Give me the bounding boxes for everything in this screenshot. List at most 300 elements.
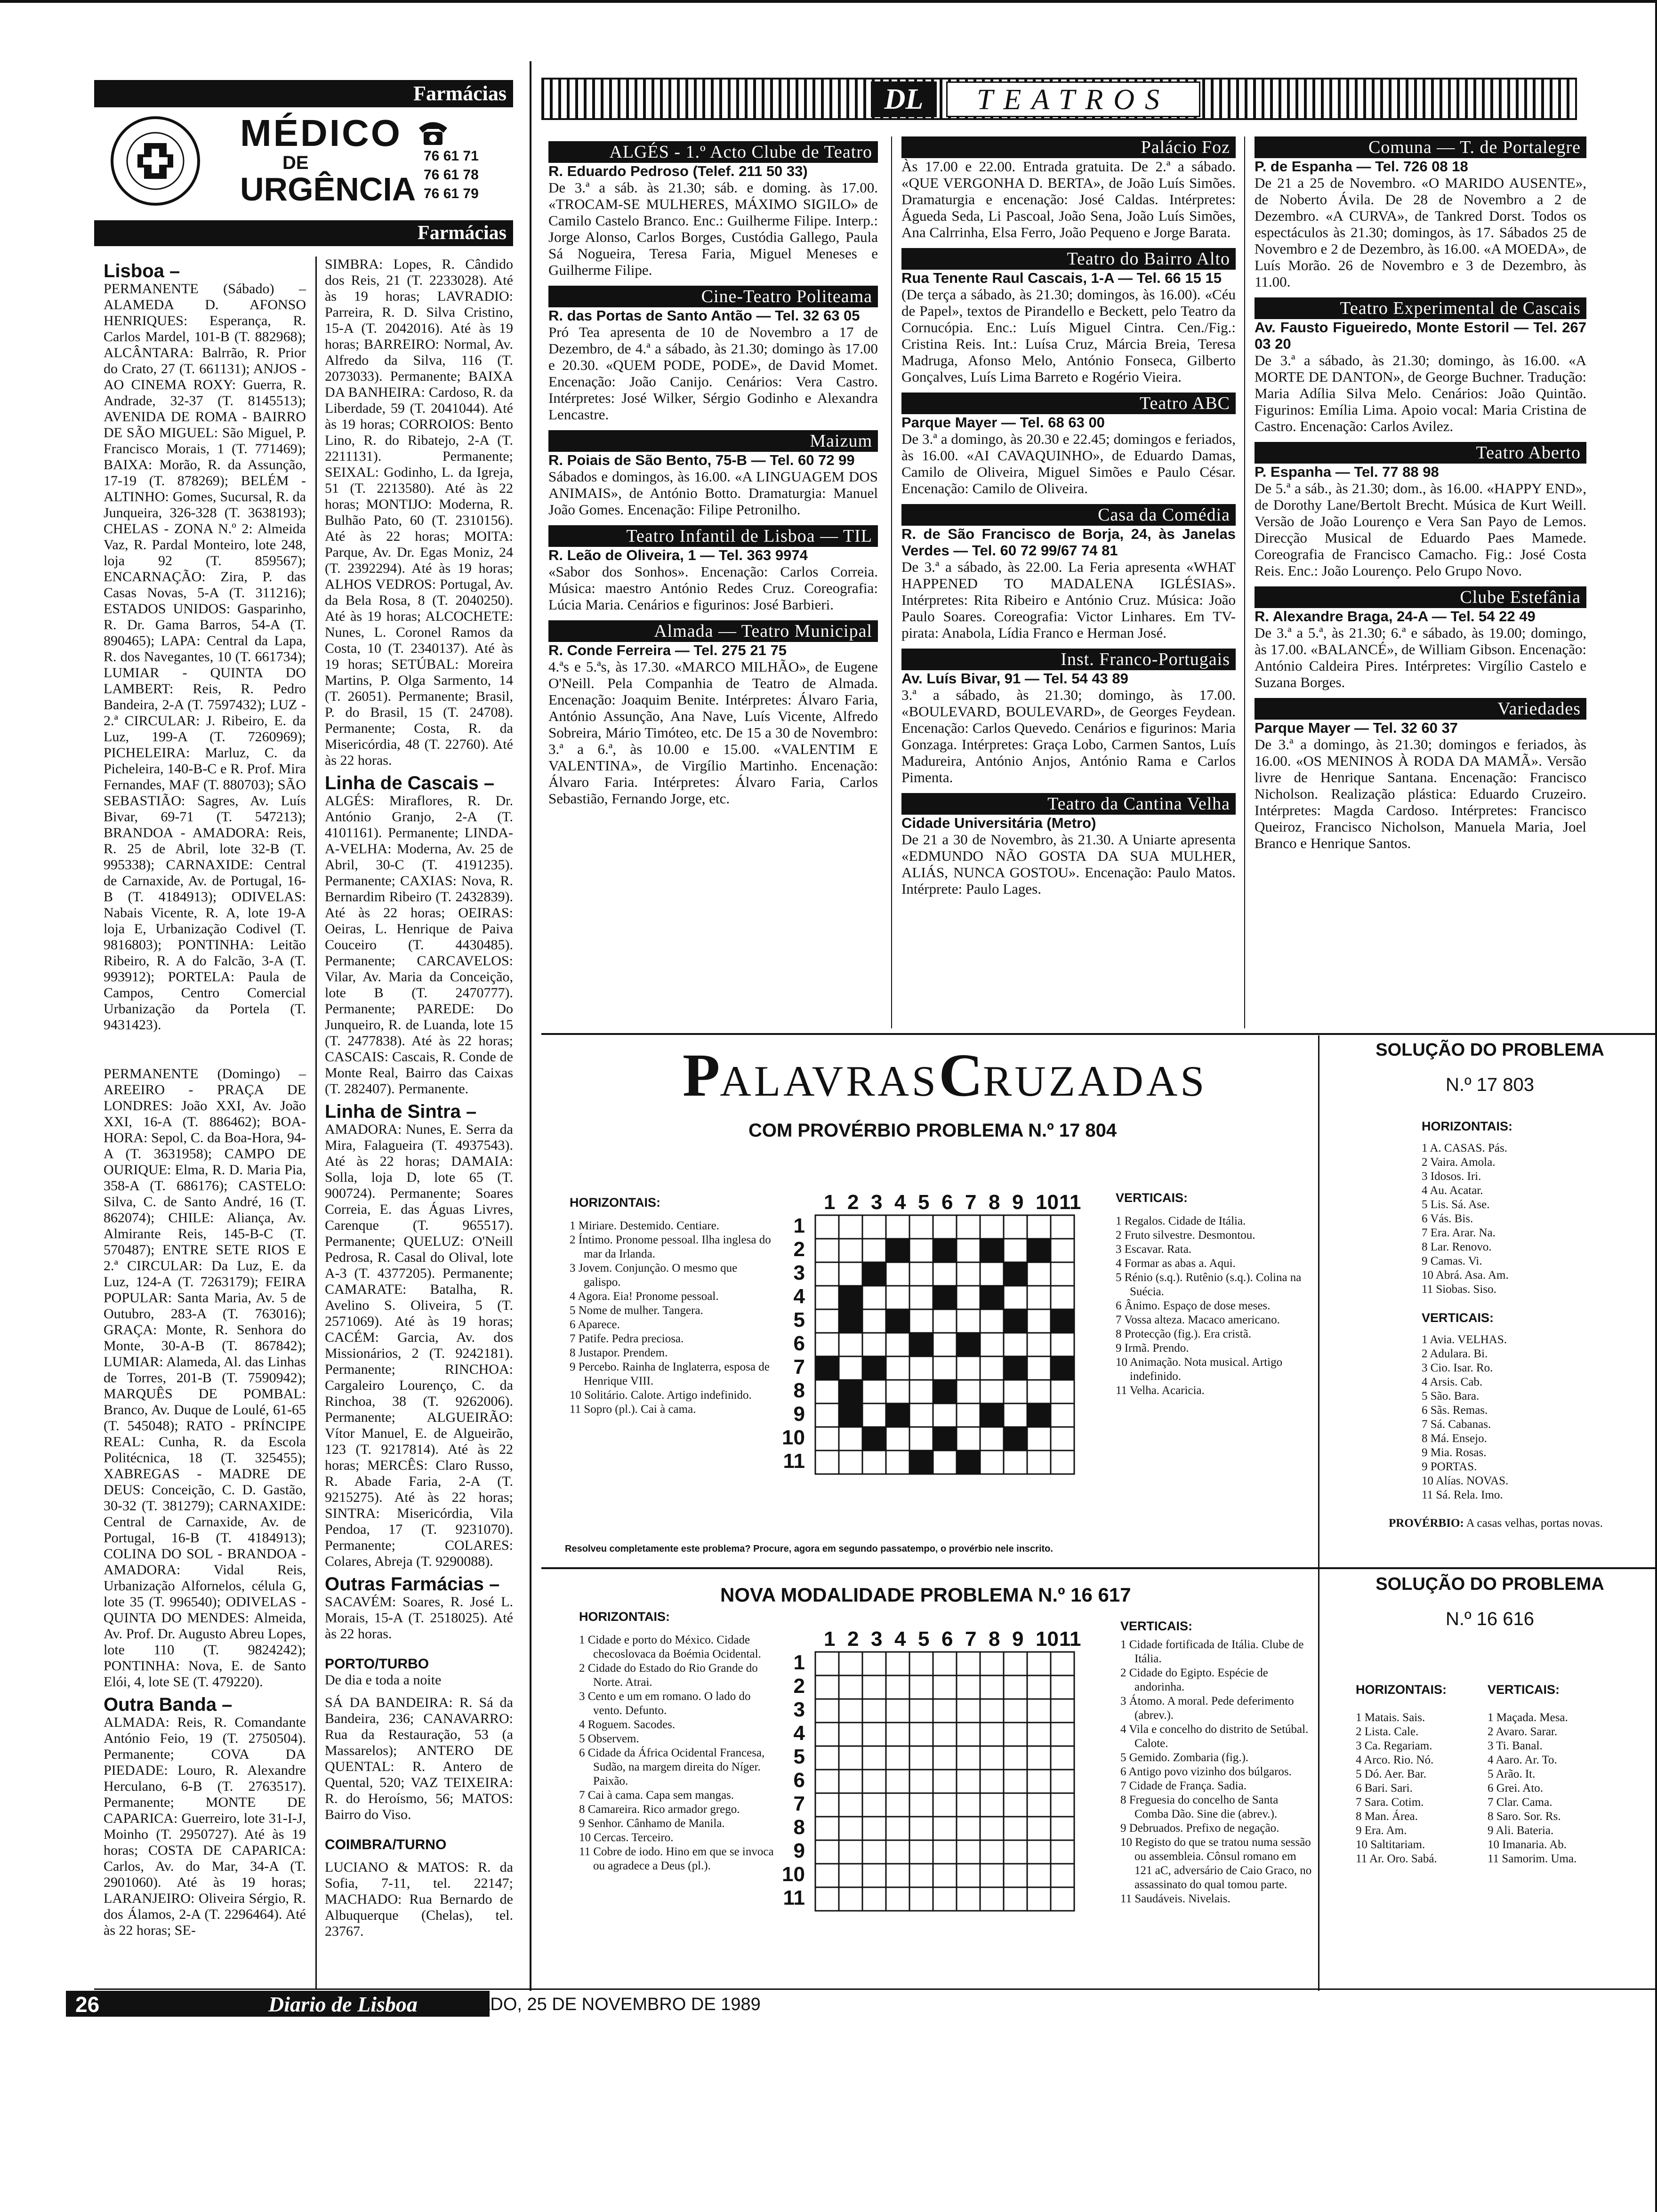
crossword1-grid[interactable] bbox=[814, 1214, 1087, 1487]
theatre-address: Av. Luís Bivar, 91 — Tel. 54 43 89 bbox=[901, 670, 1128, 687]
grid-cell[interactable] bbox=[957, 1215, 980, 1239]
black-square bbox=[957, 1451, 980, 1474]
grid-cell[interactable] bbox=[815, 1309, 839, 1333]
clue-item: 3 Jovem. Conjunção. O mesmo que galispo. bbox=[570, 1262, 738, 1289]
grid-cell[interactable] bbox=[957, 1746, 980, 1770]
grid-cell[interactable] bbox=[957, 1309, 980, 1333]
grid-cell[interactable] bbox=[886, 1770, 909, 1793]
grid-cell[interactable] bbox=[980, 1675, 1004, 1699]
solution-item: 11 Sá. Rela. Imo. bbox=[1422, 1489, 1503, 1501]
grid-cell[interactable] bbox=[886, 1864, 909, 1887]
grid-cell[interactable] bbox=[980, 1309, 1004, 1333]
grid-cell[interactable] bbox=[815, 1262, 839, 1286]
grid-cell[interactable] bbox=[909, 1887, 933, 1911]
crossword1-vert-label: VERTICAIS: bbox=[1116, 1191, 1188, 1205]
grid-cell[interactable] bbox=[933, 1723, 957, 1746]
solution-item: 8 Lar. Renovo. bbox=[1422, 1241, 1492, 1253]
grid-cell[interactable] bbox=[862, 1239, 886, 1262]
grid-cell[interactable] bbox=[886, 1356, 909, 1380]
grid-cell[interactable] bbox=[815, 1746, 839, 1770]
solution2-number: N.º 16 616 bbox=[1445, 1609, 1535, 1629]
grid-cell[interactable] bbox=[886, 1675, 909, 1699]
grid-cell[interactable] bbox=[1004, 1723, 1027, 1746]
grid-cell[interactable] bbox=[839, 1817, 862, 1840]
crossword2-grid[interactable] bbox=[814, 1651, 1087, 1924]
grid-cell[interactable] bbox=[886, 1262, 909, 1286]
grid-cell[interactable] bbox=[933, 1675, 957, 1699]
grid-cell[interactable] bbox=[1027, 1215, 1051, 1239]
grid-cell[interactable] bbox=[1027, 1746, 1051, 1770]
solution-item: 1 A. CASAS. Pás. bbox=[1422, 1142, 1507, 1154]
theatre-details: Sábados e domingos, às 16.00. «A LINGUAGEM DOS ANIMAIS», de António Botto. Dramaturgia: Manuel João Gomes. Encenação: Filipe Petronilho. bbox=[548, 468, 878, 518]
grid-cell[interactable] bbox=[1051, 1840, 1074, 1864]
setubal-list: SIMBRA: Lopes, R. Cândido dos Reis, 21 (T. 2233028). Até às 19 horas; LAVRADIO: Parreira, R. D. Silva Cristino, 15-A (T. 2042016). Até às 19 horas; BARREIRO: Normal, Av. Alfredo da Silva, 116 (T. 2073033). Permanente; BAIXA DA BANHEIRA: Cardoso, R. da Liberdade, 59 (T. 2041044). Até às 19 horas; CORROIOS: Bento Lino, R. do Ribatejo, 2-A (T. 2211131). Permanente; SEIXAL: Godinho, L. da Igreja, 51 (T. 2213580). Até às 22 horas; MONTIJO: Moderna, R. Bulhão Pato, 60 (T. 2310156). Até às 22 horas; MOITA: Parque, Av. Dr. Egas Moniz, 24 (T. 2392294). Até às 19 horas; ALHOS VEDROS: Portugal, Av. da Bela Rosa, 8 (T. 2040250). Até às 19 horas; ALCOCHETE: Nunes, L. Coronel Ramos da Costa, 10 (T. 2340137). Até às 19 horas; SETÚBAL: Moreira Martins, P. Olga Sarmento, 14 (T. 26051). Permanente; Brasil, P. do Brasil, 15 (T. 24708). Permanente; Costa, R. da Misericórdia, 48 (T. 22760). Até às 22 horas. bbox=[325, 256, 513, 768]
grid-cell[interactable] bbox=[933, 1864, 957, 1887]
grid-cell[interactable] bbox=[1027, 1817, 1051, 1840]
solution-item: 10 Imanaria. Ab. bbox=[1488, 1838, 1567, 1851]
de-label: DE bbox=[282, 152, 309, 173]
grid-cell[interactable] bbox=[1004, 1652, 1027, 1675]
grid-cell[interactable] bbox=[933, 1451, 957, 1474]
grid-cell[interactable] bbox=[909, 1215, 933, 1239]
grid-cell[interactable] bbox=[957, 1239, 980, 1262]
grid-cell[interactable] bbox=[1004, 1864, 1027, 1887]
grid-cell[interactable] bbox=[1027, 1380, 1051, 1403]
grid-cell[interactable] bbox=[980, 1215, 1004, 1239]
grid-cell[interactable] bbox=[909, 1427, 933, 1451]
solution-item: 5 São. Bara. bbox=[1422, 1390, 1480, 1403]
grid-cell[interactable] bbox=[957, 1380, 980, 1403]
grid-cell[interactable] bbox=[957, 1840, 980, 1864]
grid-cell[interactable] bbox=[815, 1699, 839, 1723]
grid-cell[interactable] bbox=[933, 1215, 957, 1239]
grid-cell[interactable] bbox=[815, 1286, 839, 1309]
grid-cell[interactable] bbox=[839, 1215, 862, 1239]
grid-cell[interactable] bbox=[933, 1817, 957, 1840]
grid-cell[interactable] bbox=[1027, 1770, 1051, 1793]
grid-cell[interactable] bbox=[1051, 1864, 1074, 1887]
grid-cell[interactable] bbox=[980, 1652, 1004, 1675]
grid-cell[interactable] bbox=[980, 1427, 1004, 1451]
grid-cell[interactable] bbox=[957, 1723, 980, 1746]
grid-cell[interactable] bbox=[1051, 1675, 1074, 1699]
grid-cell[interactable] bbox=[909, 1817, 933, 1840]
paper-name: Diario de Lisboa bbox=[268, 1992, 418, 2016]
grid-cell[interactable] bbox=[815, 1675, 839, 1699]
footer-rule bbox=[94, 1988, 1655, 1990]
grid-cell[interactable] bbox=[1051, 1817, 1074, 1840]
grid-cell[interactable] bbox=[815, 1451, 839, 1474]
theatre-listing bbox=[548, 307, 878, 423]
grid-cell[interactable] bbox=[839, 1840, 862, 1864]
grid-cell[interactable] bbox=[980, 1451, 1004, 1474]
grid-cell[interactable] bbox=[862, 1403, 886, 1427]
grid-cell[interactable] bbox=[909, 1652, 933, 1675]
black-square bbox=[933, 1286, 957, 1309]
grid-cell[interactable] bbox=[1027, 1427, 1051, 1451]
theatre-address: R. Poiais de São Bento, 75-B — Tel. 60 72 99 bbox=[548, 452, 855, 468]
grid-cell[interactable] bbox=[886, 1333, 909, 1356]
grid-cell[interactable] bbox=[1004, 1770, 1027, 1793]
grid-cell[interactable] bbox=[862, 1675, 886, 1699]
solution-item: 2 Lista. Cale. bbox=[1356, 1725, 1419, 1738]
clue-item: 5 Nome de mulher. Tangera. bbox=[570, 1304, 703, 1317]
grid-cell[interactable] bbox=[886, 1817, 909, 1840]
grid-cell[interactable] bbox=[957, 1356, 980, 1380]
grid-cell[interactable] bbox=[1004, 1451, 1027, 1474]
grid-cell[interactable] bbox=[886, 1427, 909, 1451]
solution-item: 4 Aaro. Ar. To. bbox=[1488, 1754, 1557, 1766]
grid-cell[interactable] bbox=[957, 1699, 980, 1723]
grid-cell[interactable] bbox=[1051, 1746, 1074, 1770]
grid-row-number: 7 bbox=[793, 1792, 805, 1815]
grid-cell[interactable] bbox=[957, 1864, 980, 1887]
grid-cell[interactable] bbox=[1051, 1723, 1074, 1746]
clue-item: 1 Cidade fortificada de Itália. Clube de Itália. bbox=[1120, 1638, 1304, 1665]
grid-cell[interactable] bbox=[886, 1887, 909, 1911]
grid-cell[interactable] bbox=[839, 1239, 862, 1262]
grid-cell[interactable] bbox=[862, 1723, 886, 1746]
grid-cell[interactable] bbox=[957, 1675, 980, 1699]
theatre-name-bar: Cine-Teatro Politeama bbox=[548, 286, 878, 307]
grid-cell[interactable] bbox=[909, 1699, 933, 1723]
grid-cell[interactable] bbox=[886, 1723, 909, 1746]
grid-cell[interactable] bbox=[933, 1309, 957, 1333]
grid-cell[interactable] bbox=[1004, 1840, 1027, 1864]
theatre-address: Cidade Universitária (Metro) bbox=[901, 815, 1096, 831]
grid-cell[interactable] bbox=[1051, 1793, 1074, 1817]
grid-row-number: 1 bbox=[793, 1214, 805, 1237]
logo-letter-p: P bbox=[683, 1042, 720, 1109]
solution-item: 3 Ti. Banal. bbox=[1488, 1739, 1543, 1752]
grid-cell[interactable] bbox=[839, 1699, 862, 1723]
grid-cell[interactable] bbox=[933, 1403, 957, 1427]
grid-cell[interactable] bbox=[1051, 1451, 1074, 1474]
grid-cell[interactable] bbox=[815, 1723, 839, 1746]
grid-cell[interactable] bbox=[839, 1356, 862, 1380]
grid-cell[interactable] bbox=[957, 1770, 980, 1793]
grid-cell[interactable] bbox=[909, 1864, 933, 1887]
grid-cell[interactable] bbox=[1027, 1333, 1051, 1356]
outra-banda-list: ALMADA: Reis, R. Comandante António Feio, 19 (T. 2750504). Permanente; COVA DA PIEDADE: Louro, R. Alexandre Herculano, 6-B (T. 2763517). Permanente; MONTE DE CAPARICA: Guerreiro, lote 31-I-J, Moinho (T. 2950727). Até às 19 horas; COSTA DE CAPARICA: Carlos, Av. do Mar, 34-A (T. 2901060). Até às 19 horas; LARANJEIRO: Oliveira Sérgio, R. dos Álamos, 2-A (T. 2296464). Até às 22 horas; SE- bbox=[104, 1715, 306, 1938]
grid-cell[interactable] bbox=[1004, 1333, 1027, 1356]
grid-cell[interactable] bbox=[1004, 1699, 1027, 1723]
solution-item: 7 Era. Arar. Na. bbox=[1422, 1226, 1496, 1239]
grid-cell[interactable] bbox=[1004, 1239, 1027, 1262]
grid-cell[interactable] bbox=[933, 1262, 957, 1286]
theatre-listing bbox=[1255, 464, 1586, 579]
grid-cell[interactable] bbox=[933, 1652, 957, 1675]
grid-cell[interactable] bbox=[909, 1770, 933, 1793]
grid-cell[interactable] bbox=[933, 1699, 957, 1723]
theatre-details: «Sabor dos Sonhos». Encenação: Carlos Correia. Música: maestro António Redes Cruz. Coreografia: Lúcia Maria. Cenários e figurinos: José Barbieri. bbox=[548, 563, 878, 613]
phone-3: 76 61 79 bbox=[424, 186, 479, 201]
grid-cell[interactable] bbox=[1051, 1333, 1074, 1356]
grid-cell[interactable] bbox=[933, 1333, 957, 1356]
grid-cell[interactable] bbox=[839, 1770, 862, 1793]
grid-cell[interactable] bbox=[839, 1652, 862, 1675]
grid-cell[interactable] bbox=[957, 1817, 980, 1840]
theatre-details: 3.ª a sábado, às 21.30; domingo, às 17.00. «BOULEVARD, BOULEVARD», de Georges Feydean. Encenação: Carlos Quevedo. Cenários e figurinos: Maria Gonzaga. Intérpretes: Graça Lobo, Carmen Santos, Luís Madureira, António Anjos, António Rama e Carlos Pimenta. bbox=[901, 687, 1236, 785]
grid-cell[interactable] bbox=[886, 1840, 909, 1864]
grid-cell[interactable] bbox=[980, 1380, 1004, 1403]
grid-cell[interactable] bbox=[1027, 1887, 1051, 1911]
grid-cell[interactable] bbox=[839, 1262, 862, 1286]
grid-cell[interactable] bbox=[909, 1746, 933, 1770]
grid-row-number: 7 bbox=[793, 1355, 805, 1378]
grid-cell[interactable] bbox=[980, 1262, 1004, 1286]
black-square bbox=[862, 1356, 886, 1380]
theatre-listing bbox=[901, 670, 1236, 785]
grid-cell[interactable] bbox=[1027, 1309, 1051, 1333]
grid-cell[interactable] bbox=[815, 1380, 839, 1403]
grid-cell[interactable] bbox=[980, 1817, 1004, 1840]
grid-cell[interactable] bbox=[886, 1451, 909, 1474]
right-border bbox=[1655, 0, 1657, 2212]
grid-cell[interactable] bbox=[815, 1333, 839, 1356]
grid-cell[interactable] bbox=[862, 1793, 886, 1817]
grid-cell[interactable] bbox=[1004, 1746, 1027, 1770]
grid-cell[interactable] bbox=[815, 1840, 839, 1864]
grid-cell[interactable] bbox=[862, 1817, 886, 1840]
solution1-number: N.º 17 803 bbox=[1445, 1074, 1535, 1095]
grid-row-number: 6 bbox=[793, 1769, 805, 1792]
grid-cell[interactable] bbox=[933, 1887, 957, 1911]
grid-cell[interactable] bbox=[1004, 1215, 1027, 1239]
grid-cell[interactable] bbox=[909, 1286, 933, 1309]
grid-cell[interactable] bbox=[1027, 1262, 1051, 1286]
logo-word-2: RUZADAS bbox=[982, 1057, 1207, 1105]
black-square bbox=[862, 1427, 886, 1451]
grid-cell[interactable] bbox=[909, 1793, 933, 1817]
grid-cell[interactable] bbox=[815, 1239, 839, 1262]
grid-cell[interactable] bbox=[909, 1723, 933, 1746]
grid-cell[interactable] bbox=[980, 1746, 1004, 1770]
black-square bbox=[886, 1309, 909, 1333]
clue-item: 8 Justapor. Prendem. bbox=[570, 1346, 668, 1359]
clue-item: 6 Cidade da África Ocidental Francesa, Sudão, na margem direita do Níger. Paixão. bbox=[579, 1747, 765, 1787]
theatre-listing bbox=[1255, 319, 1586, 434]
grid-cell[interactable] bbox=[815, 1793, 839, 1817]
grid-cell[interactable] bbox=[957, 1427, 980, 1451]
grid-cell[interactable] bbox=[909, 1356, 933, 1380]
grid-cell[interactable] bbox=[980, 1887, 1004, 1911]
grid-cell[interactable] bbox=[1027, 1699, 1051, 1723]
grid-cell[interactable] bbox=[933, 1793, 957, 1817]
grid-cell[interactable] bbox=[1027, 1286, 1051, 1309]
grid-cell[interactable] bbox=[1004, 1793, 1027, 1817]
grid-cell[interactable] bbox=[933, 1840, 957, 1864]
theatre-address: R. Conde Ferreira — Tel. 275 21 75 bbox=[548, 642, 787, 658]
solution-item: 4 Au. Acatar. bbox=[1422, 1184, 1483, 1197]
grid-cell[interactable] bbox=[1004, 1675, 1027, 1699]
grid-cell[interactable] bbox=[909, 1675, 933, 1699]
grid-cell[interactable] bbox=[1004, 1403, 1027, 1427]
grid-row-number: 3 bbox=[793, 1261, 805, 1284]
grid-cell[interactable] bbox=[1051, 1652, 1074, 1675]
grid-cell[interactable] bbox=[862, 1864, 886, 1887]
cascais-heading: Linha de Cascais – bbox=[325, 773, 495, 793]
solution-item: 11 Samorim. Uma. bbox=[1488, 1852, 1577, 1865]
grid-cell[interactable] bbox=[1051, 1215, 1074, 1239]
cascais-list: ALGÉS: Miraflores, R. Dr. António Granjo, 2-A (T. 4101161). Permanente; LINDA-A-VELHA: Moderna, Av. 25 de Abril, 30-C (T. 4191235). Permanente; CAXIAS: Nova, R. Bernardim Ribeiro (T. 2432839). Até às 22 horas; OEIRAS: Oeiras, L. Henrique de Paiva Couceiro (T. 4430485). Permanente; CARCAVELOS: Vilar, Av. Maria da Conceição, lote B (T. 2470777). Permanente; PAREDE: Do Junqueiro, R. de Luanda, lote 15 (T. 2477838). Até às 22 horas; CASCAIS: Cascais, R. Conde de Monte Real, Bairro das Caixas (T. 282407). Permanente. bbox=[325, 793, 513, 1097]
grid-cell[interactable] bbox=[815, 1652, 839, 1675]
clue-item: 2 Fruto silvestre. Desmontou. bbox=[1116, 1229, 1255, 1242]
grid-cell[interactable] bbox=[839, 1427, 862, 1451]
theatre-address: R. Leão de Oliveira, 1 — Tel. 363 9974 bbox=[548, 547, 808, 563]
grid-cell[interactable] bbox=[886, 1699, 909, 1723]
grid-cell[interactable] bbox=[886, 1380, 909, 1403]
grid-cell[interactable] bbox=[1027, 1451, 1051, 1474]
grid-cell[interactable] bbox=[909, 1309, 933, 1333]
grid-cell[interactable] bbox=[815, 1427, 839, 1451]
grid-cell[interactable] bbox=[909, 1262, 933, 1286]
grid-cell[interactable] bbox=[1027, 1356, 1051, 1380]
grid-cell[interactable] bbox=[980, 1333, 1004, 1356]
coimbra-list: LUCIANO & MATOS: R. da Sofia, 7-11, tel. 22147; MACHADO: Rua Bernardo de Albuquerque (Chelas), tel. 23767. bbox=[325, 1859, 513, 1939]
grid-cell[interactable] bbox=[909, 1403, 933, 1427]
clue-item: 2 Cidade do Estado do Rio Grande do Norte. Atrai. bbox=[579, 1662, 758, 1689]
grid-cell[interactable] bbox=[839, 1793, 862, 1817]
grid-cell[interactable] bbox=[957, 1887, 980, 1911]
grid-cell[interactable] bbox=[886, 1286, 909, 1309]
grid-cell[interactable] bbox=[1051, 1262, 1074, 1286]
grid-cell[interactable] bbox=[862, 1746, 886, 1770]
grid-cell[interactable] bbox=[839, 1864, 862, 1887]
grid-cell[interactable] bbox=[980, 1864, 1004, 1887]
solution-item: 11 Siobas. Siso. bbox=[1422, 1283, 1496, 1296]
grid-cell[interactable] bbox=[815, 1770, 839, 1793]
theatre-details: De 21 a 30 de Novembro, às 21.30. A Uniarte apresenta «EDMUNDO NÃO GOSTA DA SUA MULHER, ALIÁS, NUNCA GOSTOU». Encenação: Paulo Matos. Intérprete: Paulo Lages. bbox=[901, 831, 1236, 897]
grid-cell[interactable] bbox=[909, 1239, 933, 1262]
grid-cell[interactable] bbox=[909, 1840, 933, 1864]
column-rule bbox=[315, 256, 317, 1988]
grid-cell[interactable] bbox=[839, 1723, 862, 1746]
column-rule bbox=[1318, 1035, 1319, 1991]
grid-cell[interactable] bbox=[862, 1333, 886, 1356]
grid-cell[interactable] bbox=[1004, 1380, 1027, 1403]
black-square bbox=[980, 1403, 1004, 1427]
theatre-listing bbox=[548, 163, 878, 278]
section-rule bbox=[541, 1567, 1657, 1569]
grid-cell[interactable] bbox=[815, 1403, 839, 1427]
grid-cell[interactable] bbox=[862, 1451, 886, 1474]
grid-cell[interactable] bbox=[815, 1887, 839, 1911]
grid-cell[interactable] bbox=[1051, 1770, 1074, 1793]
clue-item: 10 Animação. Nota musical. Artigo indefinido. bbox=[1116, 1356, 1283, 1383]
grid-cell[interactable] bbox=[886, 1652, 909, 1675]
theatre-name-bar: Maizum bbox=[548, 430, 878, 452]
top-border bbox=[0, 0, 1657, 3]
grid-cell[interactable] bbox=[1027, 1840, 1051, 1864]
grid-cell[interactable] bbox=[815, 1817, 839, 1840]
grid-cell[interactable] bbox=[1027, 1723, 1051, 1746]
grid-cell[interactable] bbox=[1051, 1699, 1074, 1723]
grid-cell[interactable] bbox=[980, 1723, 1004, 1746]
grid-cell[interactable] bbox=[839, 1675, 862, 1699]
grid-cell[interactable] bbox=[1004, 1817, 1027, 1840]
grid-cell[interactable] bbox=[839, 1451, 862, 1474]
grid-row-number: 10 bbox=[782, 1863, 805, 1886]
grid-cell[interactable] bbox=[1004, 1887, 1027, 1911]
phone-1: 76 61 71 bbox=[424, 148, 479, 164]
grid-cell[interactable] bbox=[1051, 1239, 1074, 1262]
grid-cell[interactable] bbox=[980, 1356, 1004, 1380]
grid-cell[interactable] bbox=[862, 1699, 886, 1723]
grid-cell[interactable] bbox=[957, 1652, 980, 1675]
grid-cell[interactable] bbox=[1051, 1286, 1074, 1309]
teatros-title: TEATROS bbox=[946, 81, 1200, 117]
grid-cell[interactable] bbox=[886, 1793, 909, 1817]
grid-cell[interactable] bbox=[1051, 1380, 1074, 1403]
column-rule bbox=[1244, 136, 1245, 1028]
grid-cell[interactable] bbox=[815, 1864, 839, 1887]
grid-cell[interactable] bbox=[886, 1215, 909, 1239]
grid-cell[interactable] bbox=[980, 1840, 1004, 1864]
grid-cell[interactable] bbox=[886, 1746, 909, 1770]
solution1-vert-list bbox=[1422, 1333, 1652, 1502]
grid-cell[interactable] bbox=[862, 1309, 886, 1333]
grid-row-number: 8 bbox=[793, 1379, 805, 1402]
grid-cell[interactable] bbox=[1051, 1403, 1074, 1427]
grid-cell[interactable] bbox=[839, 1887, 862, 1911]
grid-cell[interactable] bbox=[1027, 1675, 1051, 1699]
clue-item: 5 Rénio (s.q.). Rutênio (s.q.). Colina na Suécia. bbox=[1116, 1271, 1302, 1298]
grid-cell[interactable] bbox=[1027, 1652, 1051, 1675]
grid-cell[interactable] bbox=[957, 1793, 980, 1817]
grid-cell[interactable] bbox=[1027, 1864, 1051, 1887]
grid-cell[interactable] bbox=[862, 1652, 886, 1675]
grid-cell[interactable] bbox=[839, 1746, 862, 1770]
grid-cell[interactable] bbox=[815, 1215, 839, 1239]
grid-cell[interactable] bbox=[1051, 1887, 1074, 1911]
grid-cell[interactable] bbox=[1004, 1286, 1027, 1309]
grid-cell[interactable] bbox=[862, 1286, 886, 1309]
grid-cell[interactable] bbox=[980, 1793, 1004, 1817]
grid-cell[interactable] bbox=[862, 1887, 886, 1911]
clue-item: 4 Vila e concelho do distrito de Setúbal. Calote. bbox=[1120, 1723, 1309, 1750]
grid-cell[interactable] bbox=[862, 1840, 886, 1864]
grid-cell[interactable] bbox=[957, 1286, 980, 1309]
solution-item: 7 Sá. Cabanas. bbox=[1422, 1418, 1491, 1431]
grid-row-number: 9 bbox=[793, 1403, 805, 1426]
outras-heading: Outras Farmácias – bbox=[325, 1574, 500, 1595]
porto-heading: PORTO/TURBO bbox=[325, 1656, 429, 1672]
grid-cell[interactable] bbox=[909, 1380, 933, 1403]
crossword2-vert-clues bbox=[1120, 1638, 1313, 1906]
grid-cell[interactable] bbox=[957, 1262, 980, 1286]
solution-item: 6 Grei. Ato. bbox=[1488, 1782, 1544, 1795]
clue-item: 4 Formar as abas a. Aqui. bbox=[1116, 1257, 1236, 1270]
grid-cell[interactable] bbox=[933, 1770, 957, 1793]
column-rule bbox=[891, 136, 892, 1028]
grid-cell[interactable] bbox=[980, 1699, 1004, 1723]
grid-cell[interactable] bbox=[957, 1403, 980, 1427]
grid-cell[interactable] bbox=[862, 1380, 886, 1403]
grid-cell[interactable] bbox=[862, 1215, 886, 1239]
grid-cell[interactable] bbox=[839, 1333, 862, 1356]
grid-cell[interactable] bbox=[980, 1770, 1004, 1793]
grid-cell[interactable] bbox=[1051, 1427, 1074, 1451]
grid-cell[interactable] bbox=[1027, 1793, 1051, 1817]
grid-cell[interactable] bbox=[862, 1770, 886, 1793]
clue-item: 5 Gemido. Zombaria (fig.). bbox=[1120, 1751, 1249, 1764]
black-square bbox=[933, 1427, 957, 1451]
grid-cell[interactable] bbox=[933, 1356, 957, 1380]
clue-item: 11 Cobre de iodo. Hino em que se invoca ou agradece a Deus (pl.). bbox=[579, 1845, 774, 1872]
grid-cell[interactable] bbox=[933, 1746, 957, 1770]
black-square bbox=[839, 1403, 862, 1427]
